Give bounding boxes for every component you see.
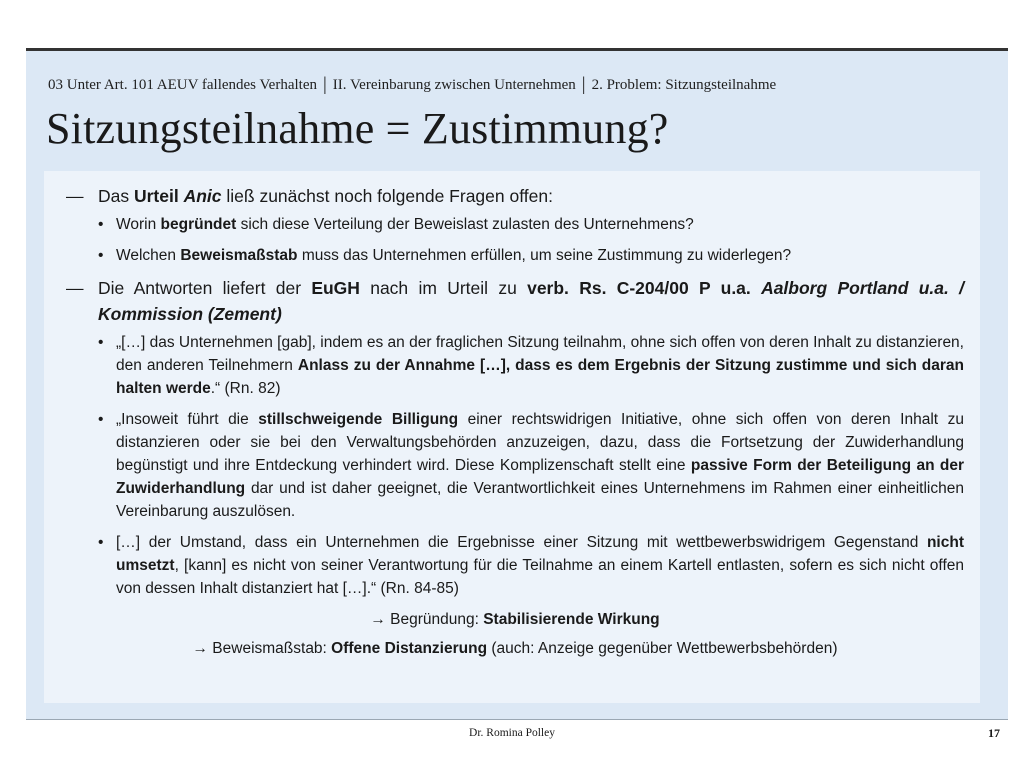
slide-title: Sitzungsteilnahme = Zustimmung? <box>46 104 669 153</box>
quote-stillschweigende-billigung: • „Insoweit führt die stillschweigende Billigung einer rechtswidrigen Initiative, ohne sich offen von deren Inhalt zu distanzieren oder sie bei den Verwaltungsbehörden anzuzeigen, dazu, dass die Fortsetzung der Zuwiderhandlung begünstigt und ihre Entdeckung verhindert wird. Diese Komplizenschaft stellt eine passive Form der Beteiligung an der Zuwiderhandlung dar und ist daher geeignet, die Verantwortlichkeit eines Unternehmens im Rahmen einer einheitlichen Vereinbarung auszulösen. <box>66 408 964 523</box>
breadcrumb-item-topic: 2. Problem: Sitzungsteilnahme <box>591 77 777 93</box>
arrow-right-icon: → <box>370 611 386 628</box>
footer-author: Dr. Romina Polley <box>469 727 555 739</box>
main-point-anic: — Das Urteil Anic ließ zunächst noch folgende Fragen offen: <box>66 183 964 209</box>
dash-marker: — <box>66 186 84 206</box>
page-number: 17 <box>988 726 1000 740</box>
quote-rn-84-85: • […] der Umstand, dass ein Unternehmen die Ergebnisse einer Sitzung mit wettbewerbswidrigem Gegenstand nicht umsetzt, [kann] es nicht von seiner Verantwortung für die Teilnahme an einem Kartell entlasten, sofern es sich nicht offen von dessen Inhalt distanziert hat […].“ (Rn. 84-85) <box>66 531 964 600</box>
bullet-marker: • <box>98 334 104 351</box>
breadcrumb-separator: | <box>581 74 586 95</box>
breadcrumb-item-section: II. Vereinbarung zwischen Unternehmen <box>332 77 576 93</box>
bullet-marker: • <box>98 216 104 233</box>
bullet-marker: • <box>98 534 104 551</box>
dash-marker: — <box>66 278 84 298</box>
content-body <box>66 183 964 666</box>
breadcrumb-separator: | <box>322 74 327 95</box>
bullet-marker: • <box>98 411 104 428</box>
breadcrumb-item-chapter: 03 Unter Art. 101 AEUV fallendes Verhalten <box>48 77 317 93</box>
conclusion-beweismassstab: → Beweismaßstab: Offene Distanzierung (auch: Anzeige gegenüber Wettbewerbsbehörden) <box>192 640 838 657</box>
breadcrumb <box>48 73 776 95</box>
arrow-right-icon: → <box>192 640 208 657</box>
sub-point-begruendung: • Worin begründet sich diese Verteilung der Beweislast zulasten des Unternehmens? <box>66 213 964 236</box>
quote-rn-82: • „[…] das Unternehmen [gab], indem es an der fraglichen Sitzung teilnahm, ohne sich offen von deren Inhalt zu distanzieren, den anderen Teilnehmern Anlass zu der Annahme […], dass es dem Ergebnis der Sitzung zustimme und sich daran halten werde.“ (Rn. 82) <box>66 331 964 400</box>
slide-frame <box>26 48 1008 720</box>
content-box <box>44 171 980 703</box>
bullet-marker: • <box>98 247 104 264</box>
main-point-eugh: — Die Antworten liefert der EuGH nach im Urteil zu verb. Rs. C-204/00 P u.a. Aalborg Portland u.a. / Kommission (Zement) <box>66 275 964 327</box>
conclusion-begruendung: → Begründung: Stabilisierende Wirkung <box>370 611 660 628</box>
sub-point-beweismassstab: • Welchen Beweismaßstab muss das Unternehmen erfüllen, um seine Zustimmung zu widerlegen? <box>66 244 964 267</box>
